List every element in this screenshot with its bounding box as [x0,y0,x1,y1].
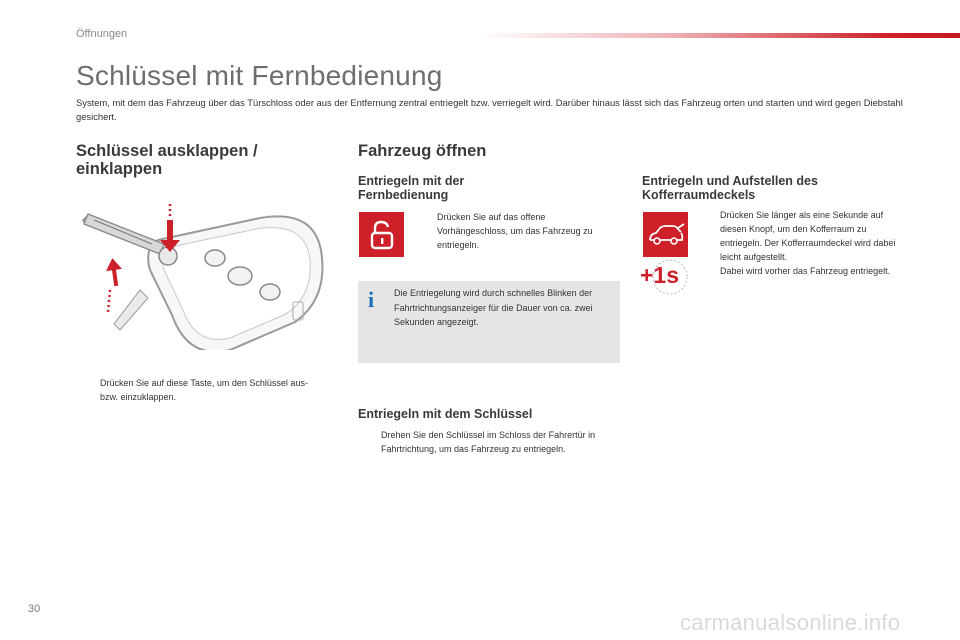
trunk-bullet [698,208,908,278]
plus-one-second-label: +1s [640,262,680,288]
key-heading: Entriegeln mit dem Schlüssel [358,407,533,421]
header-accent-bar [478,33,960,38]
info-icon: i [368,287,375,312]
remote-bullet-text: Drücken Sie auf das offene Vorhängeschloss, um das Fahrzeug zu entriegeln. [437,212,593,250]
key-bullet-text: Drehen Sie den Schlüssel im Schloss der Fahrertür in Fahrtrichtung, um das Fahrzeug zu entriegeln. [381,430,596,454]
middle-heading: Fahrzeug öffnen [358,142,487,160]
trunk-heading [642,174,818,202]
remote-heading-line2: Fernbedienung [358,188,449,202]
trunk-heading-line1: Entriegeln und Aufstellen des [642,174,818,188]
intro-paragraph: System, mit dem das Fahrzeug über das Türschloss oder aus der Entfernung zentral entriegelt bzw. verriegelt wird. Darüber hinaus lässt sich das Fahrzeug orten und starten und wird gegen Diebstahl gesichert. [76,97,903,122]
remote-heading [358,174,464,202]
left-bullet [78,376,328,404]
unlock-button-icon-box [359,212,404,257]
car-trunk-open-icon [647,223,685,247]
left-heading [76,142,258,178]
plus-one-second-badge [638,257,690,297]
open-padlock-icon [367,219,397,251]
watermark: carmanualsonline.info [680,610,901,635]
left-heading-line1: Schlüssel ausklappen / [76,142,258,160]
page-number: 30 [28,603,41,615]
section-header: Öffnungen [76,28,128,40]
key-bullet [359,428,614,456]
remote-bullet [415,210,615,252]
trunk-bullet-text: Drücken Sie länger als eine Sekunde auf diesen Knopf, um den Kofferraum zu entriegeln. Der Kofferraumdeckel wird dabei leicht aufgestellt. [720,210,896,262]
trunk-heading-line2: Kofferraumdeckels [642,188,756,202]
left-heading-line2: einklappen [76,160,163,178]
trunk-bullet-extra: Dabei wird vorher das Fahrzeug entriegelt. [720,266,891,276]
left-bullet-text: Drücken Sie auf diese Taste, um den Schlüssel aus- bzw. einzuklappen. [100,378,308,402]
trunk-button-icon-box [643,212,688,257]
key-fob-illustration [80,200,330,350]
remote-heading-line1: Entriegeln mit der [358,174,465,188]
page-title: Schlüssel mit Fernbedienung [76,60,443,91]
info-text: Die Entriegelung wird durch schnelles Blinken der Fahrtrichtungsanzeiger für die Dauer von ca. zwei Sekunden angezeigt. [394,288,593,327]
